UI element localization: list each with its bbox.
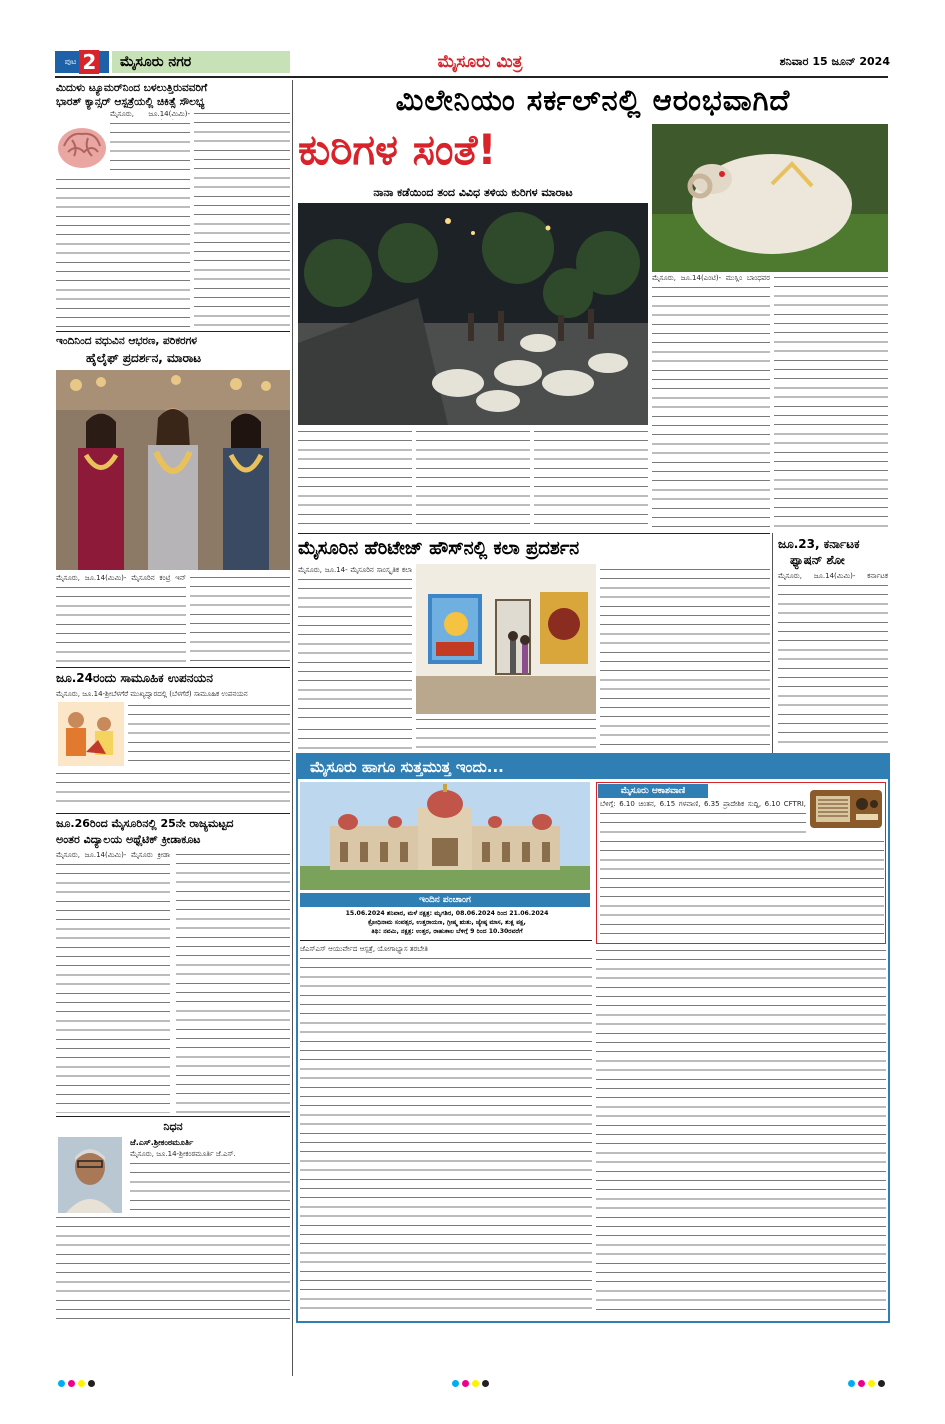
jewel-lead: ಮೈಸೂರು, ಜೂ.14(ಮಿಮಿ)- ಮೈಸೂರಿನ ಕಂಟ್ರಿ ಇನ್ (56, 574, 186, 582)
divider (300, 940, 592, 941)
top-body-col-2 (416, 428, 530, 530)
brain-body-2 (56, 176, 190, 328)
upanayana-body-1 (128, 702, 290, 768)
top-body-col-1 (298, 428, 412, 530)
listing-body-1 (300, 955, 592, 1317)
athletic-body-1 (56, 861, 170, 1113)
heritage-headline: ಮೈಸೂರಿನ ಹೆರಿಟೇಜ್ ಹೌಸ್‌ನಲ್ಲಿ ಕಲಾ ಪ್ರದರ್ಶನ (298, 538, 580, 559)
obituary-body-1 (130, 1160, 290, 1212)
panchanga-line-1: 15.06.2024 ಶನಿವಾರ, ಮಳೆ ನಕ್ಷತ್ರ: ಮೃಗಶಿರ, 08.06.2024 ರಿಂದ 21.06.2024 (345, 910, 549, 917)
obituary-title: ನಿಧನ (163, 1120, 183, 1133)
upanayana-headline: ಜೂ.24ರಂದು ಸಾಮೂಹಿಕ ಉಪನಯನ (56, 671, 213, 685)
panchanga-line-2: ಕ್ರೋಧಿನಾಮ ಸಂವತ್ಸರ, ಉತ್ತರಾಯಣ, ಗ್ರೀಷ್ಮ ಋತು, ಜ್ಯೇಷ್ಠ ಮಾಸ, ಶುಕ್ಲ ಪಕ್ಷ, (368, 919, 526, 926)
sheep-market-night-photo (298, 203, 648, 425)
divider (56, 813, 290, 814)
cmyk-marks-right (848, 1380, 885, 1387)
listing-lead: ಜೆಎಸ್‌ಎಸ್ ಆಯುರ್ವೇದ ಆಸ್ಪತ್ರೆ, ಯೋಗಾಭ್ಯಾಸ ತರಬೇತಿ (300, 945, 429, 953)
radio-body-2 (600, 838, 884, 942)
brain-lead: ಮೈಸೂರು, ಜೂ.14(ಮಿಮಿ)- (110, 110, 190, 118)
brain-headline: ಮಿದುಳು ಟ್ಯೂಮರ್‌ನಿಂದ ಬಳಲುತ್ತಿರುವವರಿಗೆ (56, 82, 208, 94)
jewel-headline: ಇಂದಿನಿಂದ ವಧುವಿನ ಆಭರಣ, ಪರಿಕರಗಳ (56, 335, 197, 347)
fashion-lead: ಮೈಸೂರು, ಜೂ.14(ಮಿಮಿ)- ಕರ್ನಾಟಕ (778, 572, 888, 580)
panchanga-title: ಇಂದಿನ ಪಂಚಾಂಗ (300, 893, 590, 907)
masthead-rule (55, 76, 888, 78)
jewel-headline-2: ಹೈಲೈಫ್ ಪ್ರದರ್ಶನ, ಮಾರಾಟ (86, 351, 202, 365)
divider (56, 331, 290, 332)
top-side-body-2 (774, 274, 888, 530)
fashion-headline: ಜೂ.23, ಕರ್ನಾಟಕ (778, 537, 860, 551)
top-body-col-3 (534, 428, 648, 530)
divider (298, 533, 770, 534)
jewel-body-1 (56, 584, 186, 664)
brain-image (56, 122, 108, 174)
section-title: ಮೈಸೂರು ನಗರ (112, 51, 290, 73)
panchanga-line-3: ತಿಥಿ: ನವಮಿ, ನಕ್ಷತ್ರ: ಉತ್ತರ, ರಾಹುಕಾಲ ಬೆಳಿಗ್ಗೆ 9 ರಿಂದ 10.30ರವರೆಗೆ (371, 928, 523, 935)
obituary-lead: ಮೈಸೂರು, ಜೂ.14-ಶ್ರೀಕಂಠಮೂರ್ತಿ ಜೆ.ಎಸ್. (130, 1150, 236, 1158)
column-rule (292, 80, 293, 1376)
brain-headline-2: ಭಾರತ್ ಕ್ಯಾನ್ಸರ್ ಆಸ್ಪತ್ರೆಯಲ್ಲಿ ಚಿಕಿತ್ಸೆ ಸೌಲಭ್ಯ (56, 96, 205, 108)
page-label: ಪುಟ (64, 57, 77, 66)
top-subhead: ನಾನಾ ಕಡೆಯಿಂದ ತಂದ ವಿವಿಧ ತಳಿಯ ಕುರಿಗಳ ಮಾರಾಟ (373, 186, 573, 199)
upanayana-lead: ಮೈಸೂರು, ಜೂ.14-ಶ್ರೀಬೆಳಗೆರೆ ಮುಖ್ಯದ್ವಾರದಲ್ಲಿ (ಬೆಳಗೆರೆ) ಸಾಮೂಹಿಕ ಉಪನಯನ (56, 690, 248, 698)
fashion-body (778, 582, 888, 750)
issue-date: ಶನಿವಾರ 15 ಜೂನ್ 2024 (779, 55, 890, 68)
athletic-lead: ಮೈಸೂರು, ಜೂ.14(ಮಿಮಿ)- ಮೈಸೂರು ಕ್ರೀಡಾ (56, 851, 170, 859)
today-banner: ಮೈಸೂರು ಹಾಗೂ ಸುತ್ತಮುತ್ತ ಇಂದು... (298, 755, 888, 779)
athletic-body-2 (176, 851, 290, 1113)
radio-set-icon (808, 786, 884, 832)
column-rule (772, 533, 773, 755)
heritage-body-1 (298, 576, 412, 724)
heritage-body-3 (600, 566, 770, 750)
top-headline: ಮಿಲೇನಿಯಂ ಸರ್ಕಲ್‌ನಲ್ಲಿ ಆರಂಭವಾಗಿದೆ (395, 83, 791, 117)
page-number-badge (55, 51, 109, 73)
upanayana-body-2 (56, 770, 290, 810)
heritage-lead: ಮೈಸೂರು, ಜೂ.14- ಮೈಸೂರಿನ ಸಾಂಸ್ಕೃತಿಕ ಕಲಾ (298, 566, 412, 574)
top-side-lead: ಮೈಸೂರು, ಜೂ.14(ಎಂಟಿ)- ಮುಸ್ಲಿಂ ಬಾಂಧವರ (652, 274, 770, 282)
obituary-body-2 (56, 1214, 290, 1324)
listing-body-2 (596, 947, 886, 1317)
fashion-headline-2: ಫ್ಯಾಷನ್ ಶೋ (790, 553, 845, 567)
obituary-name: ಜೆ.ಎಸ್.ಶ್ರೀಕಂಠಮೂರ್ತಿ (130, 1138, 194, 1147)
cmyk-marks-left (58, 1380, 95, 1387)
brain-body-3 (194, 110, 290, 328)
radio-title: ಮೈಸೂರು ಆಕಾಶವಾಣಿ (598, 784, 708, 798)
top-big-headline: ಕುರಿಗಳ ಸಂತೆ! (298, 125, 497, 174)
page-number: 2 (79, 50, 99, 74)
obituary-portrait (58, 1137, 122, 1213)
radio-lead: ಬೆಳಿಗ್ಗೆ: 6.10 ಚಿಂತನ, 6.15 ಗಳವಾಣಿ, 6.35 ಪ್ರಾದೇಶಿಕ ಸುದ್ದಿ, 6.10 CFTRI, (600, 800, 806, 808)
paper-name: ಮೈಸೂರು ಮಿತ್ರ (437, 52, 523, 72)
heritage-body-4 (298, 726, 412, 750)
heritage-body-2 (416, 716, 596, 750)
cmyk-marks-center (452, 1380, 489, 1387)
athletic-headline: ಜೂ.26ರಿಂದ ಮೈಸೂರಿನಲ್ಲಿ 25ನೇ ರಾಜ್ಯಮಟ್ಟದ (56, 817, 234, 830)
radio-body-1 (600, 810, 806, 838)
mysore-palace-photo (300, 782, 590, 890)
jewel-body-2 (190, 574, 290, 664)
divider (56, 667, 290, 668)
upanayana-illustration (58, 702, 124, 766)
jewellery-models-photo (56, 370, 290, 570)
top-side-body-1 (652, 284, 770, 530)
brain-body-1 (110, 120, 190, 176)
heritage-gallery-photo (416, 564, 596, 714)
divider (56, 1116, 290, 1117)
athletic-headline-2: ಅಂತರ ವಿದ್ಯಾಲಯ ಅಥ್ಲೆಟಿಕ್ ಕ್ರೀಡಾಕೂಟ (56, 833, 201, 846)
sheep-closeup-photo (652, 124, 888, 272)
